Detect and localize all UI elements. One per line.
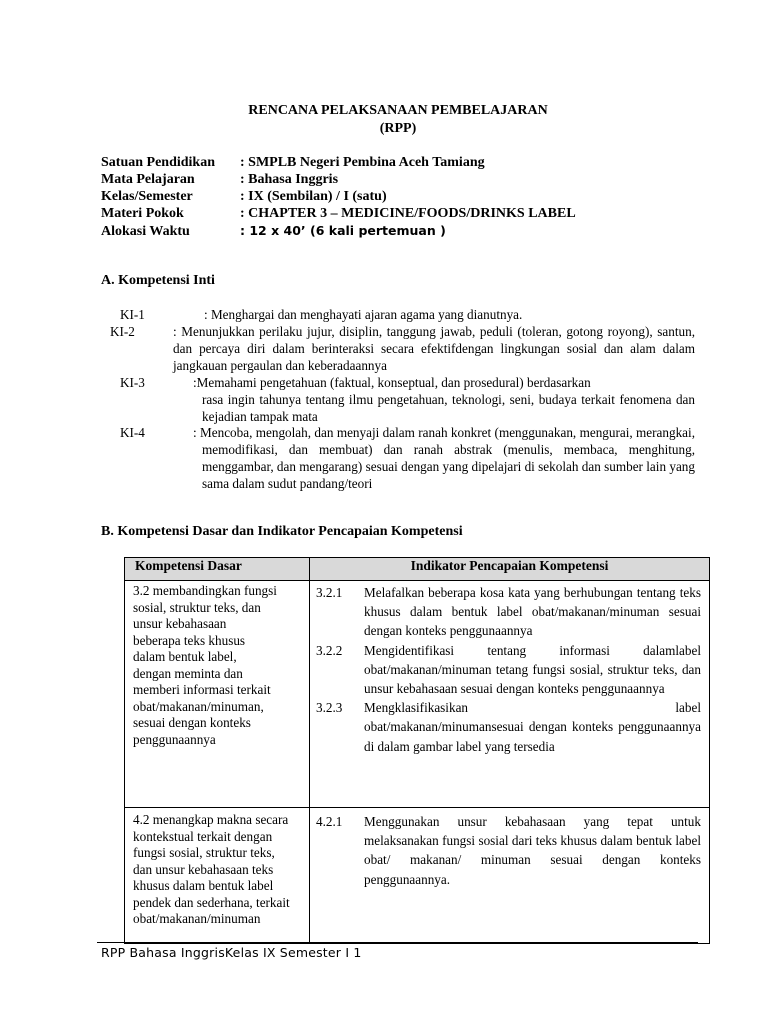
identity-value: : IX (Sembilan) / I (satu) (240, 189, 387, 204)
ki-text: : Mencoba, mengolah, dan menyaji dalam ranah konkret (menggunakan, mengurai, merangkai, memodifikasi, dan membuat) dan ranah abstrak (menulis, membaca, menghitung, menggambar, dan mengarang) sesuai dengan yang dipelajari di sekolah dan sumber lain yang sama dalam sudut pandang/teori (193, 425, 695, 491)
ki-item (120, 306, 700, 323)
table-row (125, 581, 710, 808)
footer-divider (97, 942, 698, 943)
table-header-kompetensi-dasar: Kompetensi Dasar (125, 558, 310, 581)
identity-value: : CHAPTER 3 – MEDICINE/FOODS/DRINKS LABEL (240, 206, 576, 221)
indicator-number: 3.2.3 (316, 700, 343, 716)
identity-row (101, 188, 576, 205)
kd-line: pendek dan sederhana, terkait (133, 894, 290, 910)
kd-line: dengan meminta dan (133, 665, 243, 681)
kd-line: 4.2 menangkap makna secara (133, 812, 289, 827)
kd-line: penggunaannya (133, 731, 216, 747)
kd-cell (125, 808, 310, 944)
ki-label: KI-2 (110, 324, 135, 339)
section-heading-kompetensi-inti: A. Kompetensi Inti (101, 273, 215, 288)
ki-text: : Menunjukkan perilaku jujur, disiplin, tanggung jawab, peduli (toleran, gotong royong), santun, dan percaya diri dalam berinteraksi secara efektifdengan lingkungan sosial dan alam dalam jangkauan pergaulan dan keberadaannya (173, 324, 695, 373)
ki-item (120, 424, 695, 492)
kd-text (125, 808, 309, 928)
identity-value: : Bahasa Inggris (240, 172, 339, 187)
identity-label: Satuan Pendidikan (101, 155, 215, 170)
indicator-item (310, 641, 709, 699)
identity-label: Alokasi Waktu (101, 224, 190, 239)
ki-text: : Menghargai dan menghayati ajaran agama yang dianutnya. (204, 307, 523, 322)
indicator-number: 3.2.2 (316, 642, 343, 658)
kd-line: memberi informasi terkait (133, 682, 271, 697)
identity-label: Kelas/Semester (101, 189, 193, 204)
ki-label: KI-3 (120, 375, 145, 390)
indicator-cell (310, 808, 710, 944)
indicator-text-first-line: Mengklasifikasikan label (364, 700, 701, 716)
table-header-row (125, 558, 710, 581)
kd-text (125, 581, 309, 748)
indicator-text: obat/makanan/minumansesuai dengan konteks penggunaannya di dalam gambar label yang tersedia (364, 719, 701, 754)
kd-line: unsur kebahasaan (133, 616, 227, 631)
identity-label: Mata Pelajaran (101, 172, 195, 187)
kd-line: kontekstual terkait dengan (133, 828, 273, 844)
kd-line: khusus dalam bentuk label (133, 878, 274, 893)
identity-label: Materi Pokok (101, 206, 184, 221)
document-title: RENCANA PELAKSANAAN PEMBELAJARAN (248, 103, 548, 118)
indicator-cell (310, 581, 710, 808)
table-header-indikator: Indikator Pencapaian Kompetensi (310, 558, 710, 581)
identity-row (101, 205, 576, 222)
kd-line: obat/makanan/minuman (133, 911, 261, 926)
kd-cell (125, 581, 310, 808)
ki-text: rasa ingin tahunya tentang ilmu pengetahuan, teknologi, seni, budaya terkait fenomena dan kejadian tampak mata (202, 392, 695, 424)
identity-value: : SMPLB Negeri Pembina Aceh Tamiang (240, 155, 485, 170)
page-footer: RPP Bahasa InggrisKelas IX Semester I 1 (101, 945, 362, 960)
indicator-item (310, 583, 709, 641)
identity-row (101, 171, 576, 188)
indicator-number: 3.2.1 (316, 585, 343, 600)
indicator-text: Mengidentifikasi tentang informasi dalamlabel obat/makanan/minuman tetang fungsi sosial, struktur teks, dan unsur kebahasaan sesuai dengan konteks penggunaannya (364, 642, 701, 697)
ki-item (120, 374, 695, 425)
kd-line: fungsi sosial, struktur teks, (133, 845, 275, 860)
indicator-item (310, 812, 709, 889)
indicator-number: 4.2.1 (316, 814, 343, 829)
kd-line: beberapa teks khusus (133, 632, 246, 648)
indicator-text-group (364, 698, 709, 756)
indicator-text: Melafalkan beberapa kosa kata yang berhubungan tentang teks khusus dalam bentuk label obat/makanan/minuman sesuai dengan konteks penggunaannya (364, 585, 701, 639)
ki-label: KI-4 (120, 425, 145, 440)
ki-item (110, 323, 695, 374)
kd-line: sosial, struktur teks, dan (133, 599, 261, 615)
identity-row (101, 222, 576, 239)
kd-line: sesuai dengan konteks (133, 715, 251, 730)
identity-block (101, 154, 576, 239)
kd-line: dalam bentuk label, (133, 649, 237, 664)
table-row (125, 808, 710, 944)
identity-row (101, 154, 576, 171)
section-heading-kompetensi-dasar: B. Kompetensi Dasar dan Indikator Pencapaian Kompetensi (101, 524, 463, 539)
ki-text-first-line: :Memahami pengetahuan (faktual, konseptual, dan prosedural) berdasarkan (193, 375, 591, 390)
indicator-item (310, 698, 709, 756)
competency-table (124, 557, 710, 944)
ki-label: KI-1 (120, 307, 145, 322)
kd-line: obat/makanan/minuman, (133, 698, 264, 714)
identity-value: : 12 x 40’ (6 kali pertemuan ) (240, 223, 446, 238)
document-subtitle: (RPP) (379, 121, 417, 136)
kd-line: 3.2 membandingkan fungsi (133, 583, 277, 598)
kd-line: dan unsur kebahasaan teks (133, 861, 274, 877)
indicator-text: Menggunakan unsur kebahasaan yang tepat untuk melaksanakan fungsi sosial dari teks khusus dalam bentuk label obat/ makanan/ minuman sesuai dengan konteks penggunaannya. (364, 814, 701, 887)
